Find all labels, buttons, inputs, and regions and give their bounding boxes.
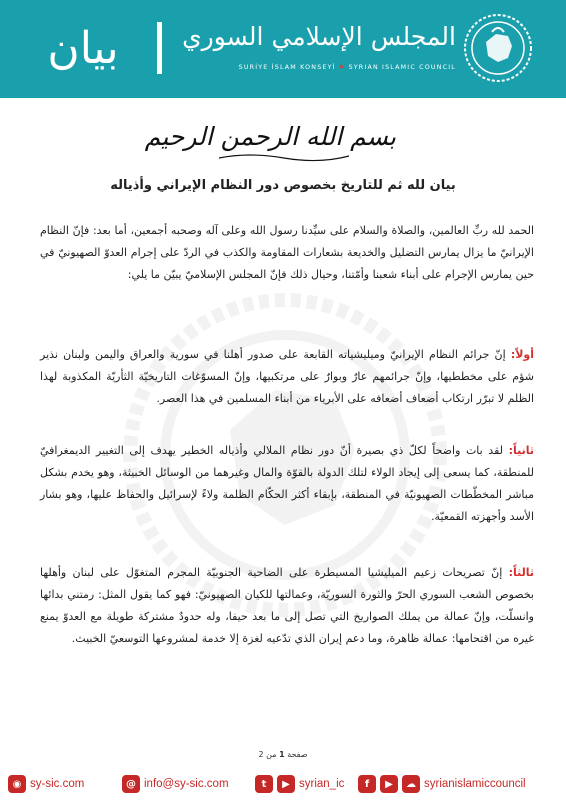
point-text: إنّ تصريحات زعيم الميليشيا المسيطرة على الضاحية الجنوبيّة المجرم المتغوّل على لبنان وأهلها بخصوص الشعب السوري الحرّ والثورة السوريّة، وعمالتها للكيان الصهيونيّ: فهو كما يقول المثل: رمتني بدائها وانسلّت، وإنّ عمالة من يملك الصواريخ التي تصل إلى ما بعد حيفا، وله حدودٌ مشتركة طويلة مع العدوّ يمنع غيره من اقتحامها: عمالة ظاهرة، وما دعم إيران الذي تدّعيه لغزة إلا خدمة لمشروعها التوسعيّ الخبيث. bbox=[40, 566, 534, 645]
youtube-icon: ▶ bbox=[277, 775, 295, 793]
soundcloud-icon: ☁ bbox=[402, 775, 420, 793]
social-handle-syrian-ic[interactable]: t ▶ syrian_ic bbox=[255, 774, 344, 794]
point-label: أولاً: bbox=[510, 348, 535, 361]
point-second bbox=[40, 440, 534, 528]
point-label: ثانياً: bbox=[508, 444, 534, 457]
council-name-latin bbox=[156, 64, 456, 71]
youtube-icon: ▶ bbox=[380, 775, 398, 793]
point-text: إنّ جرائم النظام الإيرانيّ وميليشياته القابعة على صدور أهلنا في سورية والعراق واليمن ولبنان نذير شؤم على مخططيها، وإنّ جرائمهم عارٌ وبوارٌ على مرتكبيها، وإنّ المسوّغات التاريخيّة الثأريّة المكذوبة لهذا الظلم لا تبرّر ارتكاب أضعاف أضعافه على الأبرياء من أبناء المسلمين في هذا العصر. bbox=[40, 348, 534, 405]
point-label: ثالثاً: bbox=[508, 566, 534, 579]
council-name-turkish: SURİYE İSLAM KONSEYİ bbox=[238, 64, 336, 71]
council-emblem-icon bbox=[462, 12, 534, 84]
globe-icon: ◉ bbox=[8, 775, 26, 793]
email-link[interactable]: @ info@sy-sic.com bbox=[122, 774, 229, 794]
basmala-flourish bbox=[214, 150, 354, 164]
bayan-logo: بيان bbox=[47, 23, 119, 74]
facebook-icon: f bbox=[358, 775, 376, 793]
at-icon: @ bbox=[122, 775, 140, 793]
point-first bbox=[40, 344, 534, 410]
website-link[interactable]: ◉ sy-sic.com bbox=[8, 774, 84, 794]
twitter-icon: t bbox=[255, 775, 273, 793]
separator-star: ✱ bbox=[338, 64, 346, 71]
header-banner bbox=[0, 0, 566, 98]
point-text: لقد بات واضحاً لكلّ ذي بصيرة أنّ دور نظام الملالي وأذياله الخطير يهدف إلى التغيير الديمغرافيّ للمنطقة، كما يسعى إلى إيجاد الولاء لتلك الدولة بالقوّة والمال وغيرهما من الوسائل الخبيثة، وهو يخدم بشكل مباشر المخطّطات الصهيونيّة في المنطقة، بإبقاء أكثر الحكّام الظلمة ولاءً لإسرائيل والحفاظ عليها، وهو بشار الأسد وأجهزته القمعيّة. bbox=[40, 444, 534, 523]
page-number: صفحة 1 من 2 bbox=[258, 750, 308, 759]
council-name-arabic: المجلس الإسلامي السوري bbox=[182, 22, 456, 51]
basmala-calligraphy: بسم الله الرحمن الرحيم bbox=[144, 122, 396, 151]
point-third bbox=[40, 562, 534, 650]
intro-paragraph: الحمد لله ربِّ العالمين، والصلاة والسلام على سيِّدنا رسول الله وعلى آله وصحبه أجمعين، أما بعد: فإنّ النظام الإيرانيّ ما يزال يمارس التضليل والخديعة بشعارات المقاومة والكذب في الردّ على إجرام العدوّ الصهيونيّ في حين يمارس الإجرام على أبناء شعبنا وأمّتنا، وحيال ذلك فإنّ المجلس الإسلاميّ يبيّن ما يلي: bbox=[40, 224, 534, 281]
footer-contacts bbox=[0, 766, 566, 800]
social-handle-council[interactable]: f ▶ ☁ syrianislamiccouncil bbox=[358, 774, 526, 794]
council-name-english: SYRIAN ISLAMIC COUNCIL bbox=[348, 64, 456, 71]
statement-title: بيان لله ثم للتاريخ بخصوص دور النظام الإيراني وأذياله bbox=[110, 178, 456, 193]
